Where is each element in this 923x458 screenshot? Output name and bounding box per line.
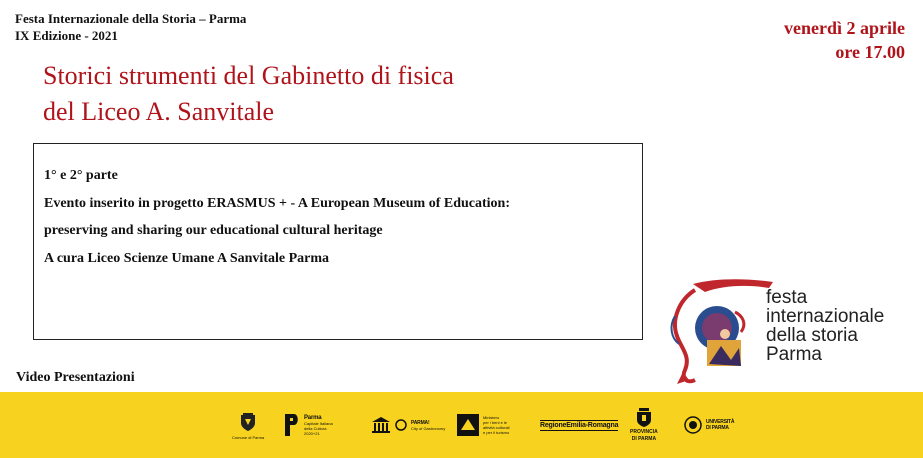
sponsor-unesco-parma [371, 392, 445, 458]
provincia-line-2: DI PARMA [631, 436, 657, 442]
parma-capitale-sub1: Capitale Italiana [304, 420, 333, 426]
universita-seal-icon [684, 416, 702, 434]
universita-line-1: UNIVERSITÀ [706, 419, 735, 425]
parma-p-logo-icon [284, 413, 300, 437]
event-title-line-1: Storici strumenti del Gabinetto di fisica [43, 61, 454, 90]
event-title [43, 58, 454, 130]
logo-text-line-1: festa [766, 287, 808, 308]
event-day: venerdì 2 aprile [784, 18, 905, 38]
event-time: ore 17.00 [835, 42, 905, 62]
ministero-emblem-icon [457, 414, 479, 436]
regione-label: RegioneEmilia-Romagna [540, 421, 619, 429]
festival-name: Festa Internazionale della Storia – Parma [15, 11, 247, 26]
logo-text-line-3: della storia [766, 325, 858, 346]
sponsor-comune-di-parma [232, 392, 264, 458]
event-project: Evento inserito in progetto ERASMUS + - A European Museum of Education: [44, 195, 510, 211]
sponsor-regione [540, 392, 618, 458]
video-presentations-link[interactable]: Video Presentazioni [16, 370, 135, 385]
event-details-box [33, 143, 643, 340]
comune-label: Comune di Parma [232, 434, 265, 440]
unesco-temple-icon [371, 416, 391, 434]
logo-text-line-2: internazionale [766, 306, 885, 327]
sponsor-parma-capitale [284, 392, 333, 458]
parma-capitale-years: 2020+21 [304, 430, 320, 436]
sponsor-universita [684, 392, 734, 458]
unesco-circle-icon [395, 419, 407, 431]
universita-line-2: DI PARMA [706, 425, 729, 431]
ministero-line-1: Ministero [483, 415, 500, 420]
unesco-sub-label: City of Gastronomy [411, 425, 446, 431]
comune-crest-icon [237, 411, 259, 433]
sponsor-ministero [457, 392, 509, 458]
parma-capitale-sub2: della Cultura [304, 425, 327, 431]
ministero-line-2: per i beni e le [483, 420, 508, 425]
ministero-line-3: attività culturali [483, 425, 510, 430]
event-title-line-2: del Liceo A. Sanvitale [43, 97, 275, 126]
provincia-line-1: PROVINCIA [630, 429, 658, 435]
sponsor-footer [0, 392, 923, 458]
event-project-subtitle: preserving and sharing our educational cultural heritage [44, 223, 383, 238]
festival-logo-mark-icon [665, 276, 775, 388]
unesco-parma-label: PARMA! [411, 419, 430, 426]
festival-header [15, 10, 246, 44]
event-part: 1° e 2° parte [44, 168, 118, 183]
event-curator: A cura Liceo Scienze Umane A Sanvitale Parma [44, 250, 330, 266]
ministero-line-4: e per il turismo [483, 430, 510, 435]
provincia-crest-icon [636, 408, 652, 428]
sponsor-provincia [630, 392, 658, 458]
festival-logo-text [766, 288, 884, 364]
festival-logo [665, 276, 915, 388]
parma-capitale-title: Parma [304, 414, 322, 421]
festival-edition: IX Edizione - 2021 [15, 28, 118, 43]
event-date [784, 16, 905, 64]
logo-text-line-4: Parma [766, 344, 822, 365]
